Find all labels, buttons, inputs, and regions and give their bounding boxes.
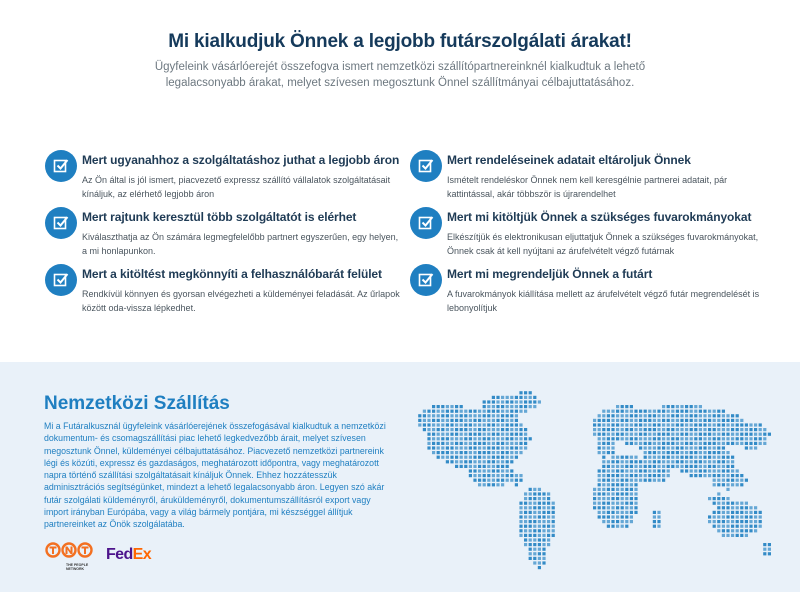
- fedex-logo[interactable]: FedEx: [106, 546, 152, 563]
- international-shipping-section: [0, 362, 800, 592]
- tnt-tagline: THE PEOPLE NETWORK: [66, 563, 89, 571]
- checkbox-icon: [410, 264, 442, 296]
- feature-title: Mert a kitöltést megkönnyíti a felhasználóbarát felület: [82, 267, 382, 281]
- world-map-icon: [405, 378, 785, 578]
- feature-description: Kiválaszthatja az Ön számára legmegfelelőbb partnert egyszerűen, egy helyen, a mi honlapunkon.: [82, 232, 399, 256]
- partner-logos: [44, 542, 184, 574]
- feature-title: Mert mi kitöltjük Önnek a szükséges fuvarokmányokat: [447, 210, 752, 224]
- feature-description: Rendkívül könnyen és gyorsan elvégezheti a küldeményei feladását. Az űrlapok között oda-vissza lépkedhet.: [82, 289, 400, 313]
- feature-description: Az Ön által is jól ismert, piacvezető expressz szállító vállalatok szolgáltatásait kínáljuk, az elérhető legjobb áron: [82, 175, 391, 199]
- feature-title: Mert mi megrendeljük Önnek a futárt: [447, 267, 653, 281]
- checkbox-icon: [45, 150, 77, 182]
- checkbox-icon: [45, 264, 77, 296]
- checkbox-icon: [45, 207, 77, 239]
- feature-description: Elkészítjük és elektronikusan eljuttatjuk Önnek a szükséges fuvarokmányokat, Önnek csak át kell nyújtani az árufelvételt végző futárnak: [447, 232, 759, 256]
- page-title: Mi kialkudjuk Önnek a legjobb futárszolgálati árakat!: [168, 31, 632, 52]
- checkbox-icon: [410, 150, 442, 182]
- page-subtitle: Ügyfeleink vásárlóerejét összefogva ismert nemzetközi szállítópartnereinknél kialkudtuk a lehető legalacsonyabb árakat, melyet szívesen megosztunk Önnel szállítmányai célbajuttatásához.: [154, 61, 646, 89]
- feature-description: A fuvarokmányok kiállítása mellett az árufelvételt végző futár megrendelését is lebonyolítjuk: [447, 289, 760, 313]
- feature-title: Mert ugyanahhoz a szolgáltatáshoz juthat a legjobb áron: [82, 153, 400, 167]
- feature-title: Mert rendeléseinek adatait eltároljuk Önnek: [447, 153, 691, 167]
- feature-description: Ismételt rendeléskor Önnek nem kell keresgélnie partnerei adatait, pár kattintással, akár többször is újrarendelhet: [447, 175, 728, 199]
- section-title: Nemzetközi Szállítás: [44, 393, 230, 414]
- checkbox-icon: [410, 207, 442, 239]
- tnt-logo[interactable]: [44, 542, 96, 574]
- section-paragraph: Mi a Futáralkusznál ügyfeleink vásárlóerejének összefogásával kialkudtuk a nemzetközi dokumentum- és csomagszállítási piac lehető legkedvezőbb árait, melyet szívesen megosztunk Önnel, küldeményei célbajuttatásához. Piacvezető nemzetközi partnereink légi és közúti, expressz és gazdaságos, meghatározott időpontra, vagy meghatározott napra történő szállítási szolgáltatásait kínáljuk Önnek. Ehhez hozzátesszük adminisztrációs segítségünket, mindezt a lehető legalacsonyabb áron. Legyen szó akár futár szolgálati küldeményről, áruküldeményről, dokumentumszállításról export vagy import irányban Európába, vagy a világ bármely pontjára, mi készséggel állítjuk partnereinket az Önök szolgálatába.: [44, 421, 386, 530]
- feature-title: Mert rajtunk keresztül több szolgáltatót is elérhet: [82, 210, 357, 224]
